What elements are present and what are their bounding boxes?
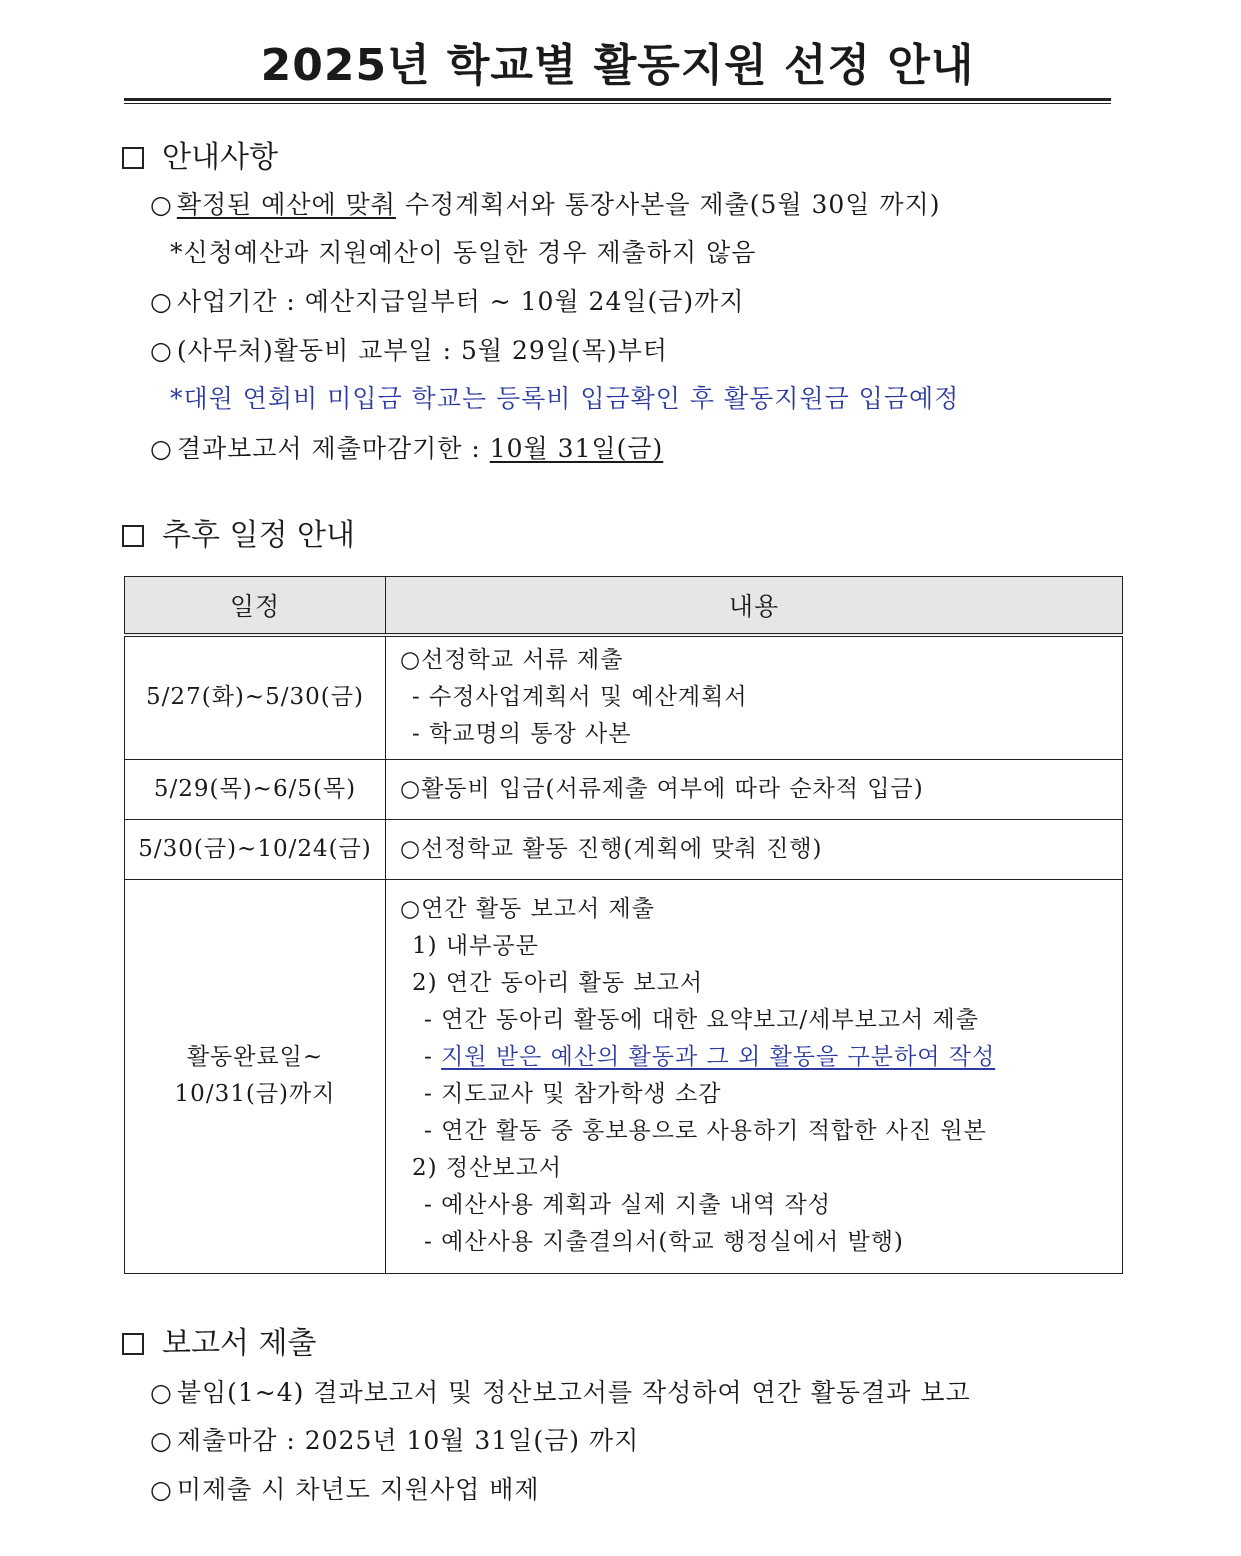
notice-item-1-text: 수정계획서와 통장사본을 제출(5월 30일 까지) (395, 190, 941, 219)
row-date (125, 879, 386, 1273)
row-date-line: 활동완료일~ (186, 1044, 324, 1070)
row-date: 5/29(목)~6/5(목) (125, 759, 386, 819)
dash-bullet: - (424, 1044, 442, 1070)
content-line: - 수정사업계획서 및 예산계획서 (412, 684, 748, 711)
header-date: 일정 (125, 577, 386, 636)
report-item-2 (150, 1424, 639, 1458)
content-line: ○선정학교 서류 제출 (400, 647, 624, 674)
content-line: - 예산사용 지출결의서(학교 행정실에서 발행) (424, 1229, 904, 1255)
content-line: 2) 정산보고서 (412, 1155, 563, 1181)
schedule-table (124, 576, 1123, 1274)
row-date: 5/30(금)~10/24(금) (125, 819, 386, 879)
circle-bullet-icon: ○ (150, 190, 173, 219)
notice-note-1: *신청예산과 지원예산이 동일한 경우 제출하지 않음 (170, 238, 757, 267)
section-heading-text: 안내사항 (162, 140, 278, 175)
section-heading-text: 추후 일정 안내 (162, 518, 355, 553)
checkbox-square-icon (122, 525, 144, 547)
notice-item-3 (150, 334, 668, 368)
page-title: 2025년 학교별 활동지원 선정 안내 (260, 40, 975, 91)
table-row (125, 759, 1123, 819)
table-header-row (125, 577, 1123, 636)
report-item-3-text: 미제출 시 차년도 지원사업 배제 (176, 1475, 540, 1504)
section-heading-notice (122, 138, 278, 178)
table-row (125, 635, 1123, 759)
circle-bullet-icon: ○ (150, 1426, 173, 1455)
checkbox-square-icon (122, 147, 144, 169)
notice-item-2 (150, 285, 744, 319)
notice-item-2-text: 사업기간 : 예산지급일부터 ~ 10월 24일(금)까지 (176, 287, 745, 316)
section-heading-schedule (122, 516, 355, 556)
checkbox-square-icon (122, 1333, 144, 1355)
circle-bullet-icon: ○ (150, 1475, 173, 1504)
content-line (400, 1039, 1122, 1076)
content-line: ○선정학교 활동 진행(계획에 맞춰 진행) (400, 835, 823, 862)
title-underline-thin (124, 103, 1111, 104)
report-item-1-text: 붙임(1~4) 결과보고서 및 정산보고서를 작성하여 연간 활동결과 보고 (176, 1378, 971, 1407)
notice-item-3-text: (사무처)활동비 교부일 : 5월 29일(목)부터 (176, 336, 668, 365)
circle-bullet-icon: ○ (150, 336, 173, 365)
circle-bullet-icon: ○ (150, 287, 173, 316)
row-content (386, 759, 1123, 819)
notice-item-4 (150, 432, 663, 466)
content-line: - 예산사용 계획과 실제 지출 내역 작성 (424, 1192, 831, 1218)
report-item-2-text: 제출마감 : 2025년 10월 31일(금) 까지 (176, 1426, 640, 1455)
content-line: - 연간 활동 중 홍보용으로 사용하기 적합한 사진 원본 (424, 1118, 987, 1144)
content-line-highlight: 지원 받은 예산의 활동과 그 외 활동을 구분하여 작성 (441, 1044, 996, 1070)
content-line: - 연간 동아리 활동에 대한 요약보고/세부보고서 제출 (424, 1007, 979, 1033)
report-item-3 (150, 1473, 540, 1507)
row-content (386, 635, 1123, 759)
title-underline (124, 98, 1111, 101)
content-line: - 학교명의 통장 사본 (412, 721, 632, 748)
row-date-line: 10/31(금)까지 (174, 1081, 336, 1107)
notice-item-1 (150, 188, 940, 222)
content-line: - 지도교사 및 참가학생 소감 (424, 1081, 722, 1107)
notice-item-4-deadline: 10월 31일(금) (489, 434, 664, 463)
report-item-1 (150, 1376, 971, 1410)
table-row (125, 879, 1123, 1273)
section-heading-text: 보고서 제출 (162, 1326, 317, 1361)
header-content: 내용 (386, 577, 1123, 636)
section-heading-report (122, 1324, 316, 1364)
circle-bullet-icon: ○ (150, 434, 173, 463)
row-content (386, 819, 1123, 879)
table-row (125, 819, 1123, 879)
content-line: ○연간 활동 보고서 제출 (400, 896, 655, 922)
content-line: 1) 내부공문 (412, 933, 539, 959)
content-line: 2) 연간 동아리 활동 보고서 (412, 970, 704, 996)
notice-note-2: *대원 연회비 미입금 학교는 등록비 입금확인 후 활동지원금 입금예정 (170, 384, 960, 413)
notice-item-4-text: 결과보고서 제출마감기한 : (176, 434, 490, 463)
notice-item-1-underlined: 확정된 예산에 맞춰 (176, 190, 396, 219)
row-content (386, 879, 1123, 1273)
circle-bullet-icon: ○ (150, 1378, 173, 1407)
content-line: ○활동비 입금(서류제출 여부에 따라 순차적 입금) (400, 775, 924, 802)
row-date: 5/27(화)~5/30(금) (125, 635, 386, 759)
